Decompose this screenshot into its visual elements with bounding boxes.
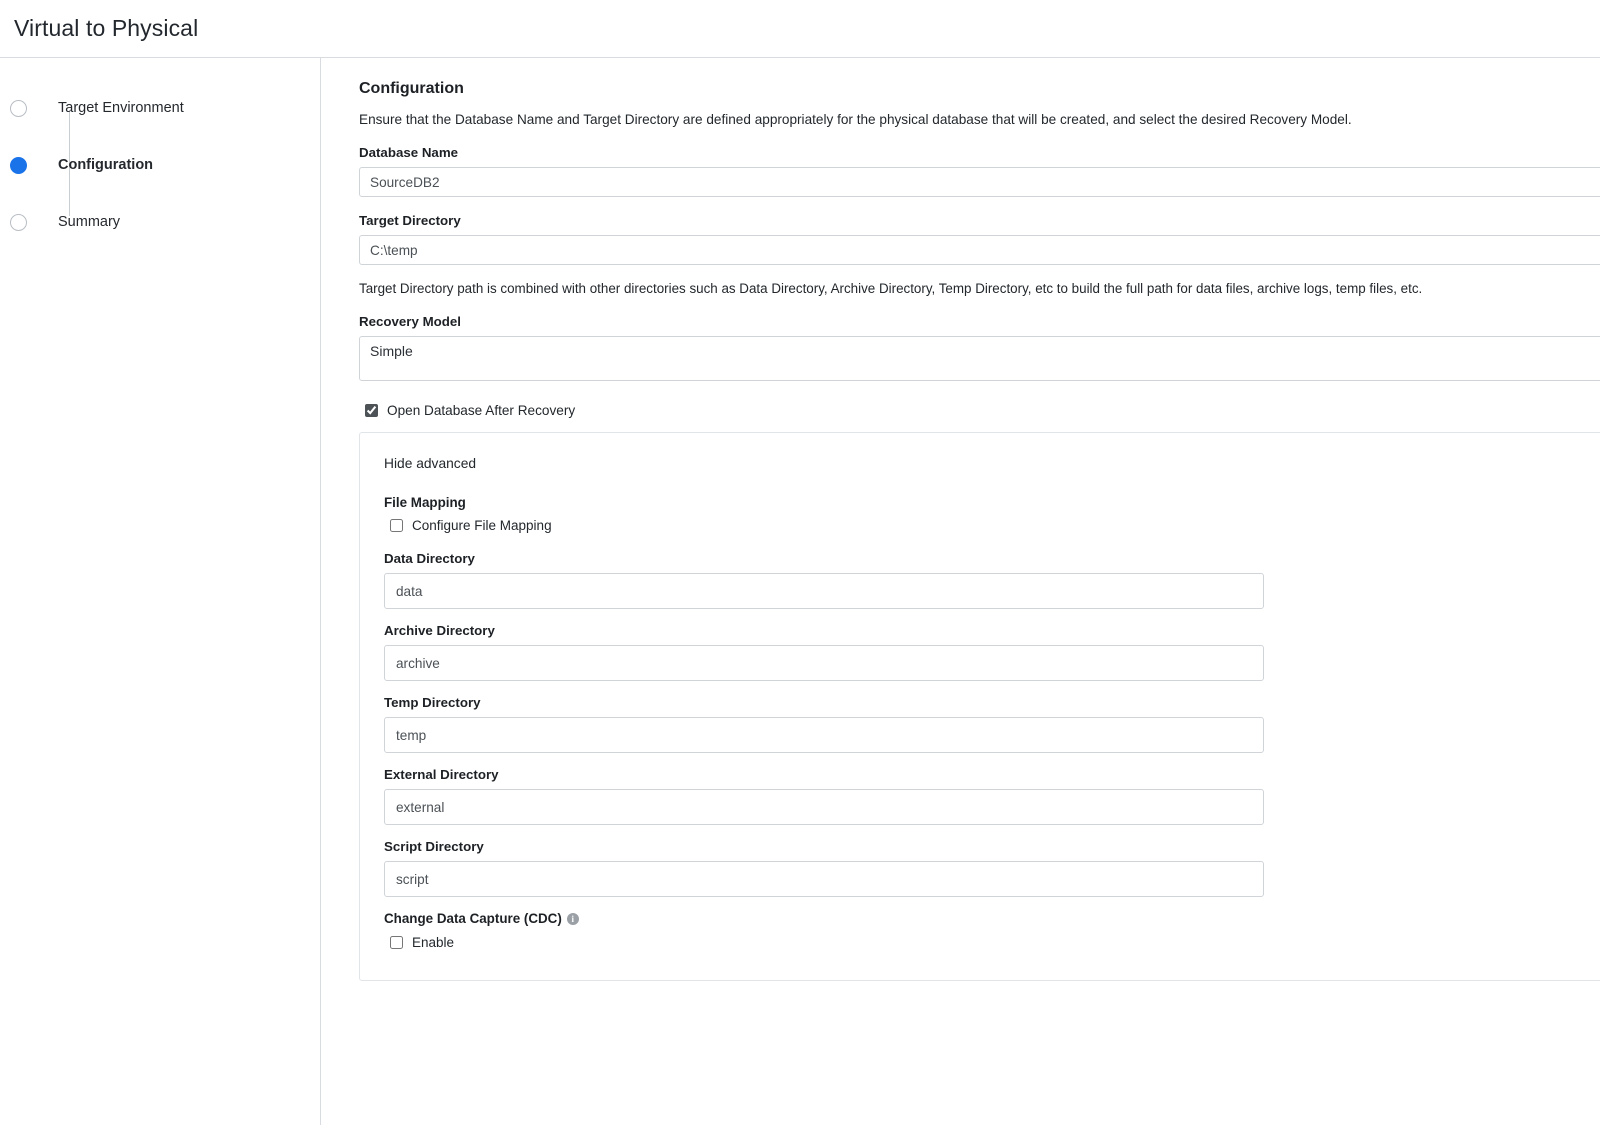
archive-directory-input[interactable] [384,645,1264,681]
cdc-enable-checkbox[interactable] [390,936,403,949]
sidebar-item-summary[interactable] [59,202,320,242]
cdc-enable-row[interactable] [390,935,1600,950]
configure-file-mapping-checkbox[interactable] [390,519,403,532]
configure-file-mapping-label: Configure File Mapping [412,518,552,533]
open-database-after-recovery-checkbox[interactable] [365,404,378,417]
cdc-title-text: Change Data Capture (CDC) [384,911,562,926]
wizard-sidebar [0,58,321,1125]
script-directory-input[interactable] [384,861,1264,897]
sidebar-item-label: Summary [58,214,121,230]
cdc-group-title [384,911,1600,926]
step-dot-active-icon [10,157,27,174]
temp-directory-field [384,695,1600,753]
configure-file-mapping-row[interactable] [390,518,1600,533]
data-directory-label: Data Directory [384,551,475,566]
target-directory-help-text: Target Directory path is combined with other directories such as Data Directory, Archive Directory, Temp Directory, etc to build the full path for data files, archive logs, temp files, etc. [359,281,1423,296]
section-description: Ensure that the Database Name and Target Directory are defined appropriately for the physical database that will be created, and select the desired Recovery Model. [359,112,1352,127]
open-database-after-recovery-row[interactable] [365,403,1600,418]
external-directory-input[interactable] [384,789,1264,825]
script-directory-field [384,839,1600,897]
page-title: Virtual to Physical [14,15,199,41]
hide-advanced-toggle[interactable]: Hide advanced [384,456,477,471]
configuration-panel [321,58,1600,1125]
sidebar-item-label: Configuration [58,157,154,173]
info-icon[interactable]: i [567,913,579,925]
recovery-model-select[interactable]: Simple [359,336,1600,381]
section-title: Configuration [359,80,464,97]
temp-directory-input[interactable] [384,717,1264,753]
body-wrapper [0,58,1600,1125]
sidebar-item-label: Target Environment [58,100,184,116]
step-dot-icon [10,100,27,117]
data-directory-field [384,551,1600,609]
temp-directory-label: Temp Directory [384,695,481,710]
step-list [0,88,320,242]
script-directory-label: Script Directory [384,839,484,854]
advanced-options-panel [359,432,1600,981]
database-name-label: Database Name [359,145,459,160]
database-name-field [359,145,1600,197]
sidebar-item-target-environment[interactable] [59,88,320,128]
recovery-model-label: Recovery Model [359,314,461,329]
data-directory-input[interactable] [384,573,1264,609]
step-dot-icon [10,214,27,231]
external-directory-label: External Directory [384,767,499,782]
target-directory-label: Target Directory [359,213,461,228]
sidebar-item-configuration[interactable] [59,145,320,185]
recovery-model-field [359,314,1600,381]
archive-directory-label: Archive Directory [384,623,495,638]
archive-directory-field [384,623,1600,681]
open-database-after-recovery-label: Open Database After Recovery [387,403,576,418]
app-header [0,0,1600,58]
cdc-enable-label: Enable [412,935,455,950]
database-name-input[interactable] [359,167,1600,197]
target-directory-input[interactable] [359,235,1600,265]
external-directory-field [384,767,1600,825]
target-directory-field [359,213,1600,265]
file-mapping-group-title: File Mapping [384,495,466,510]
